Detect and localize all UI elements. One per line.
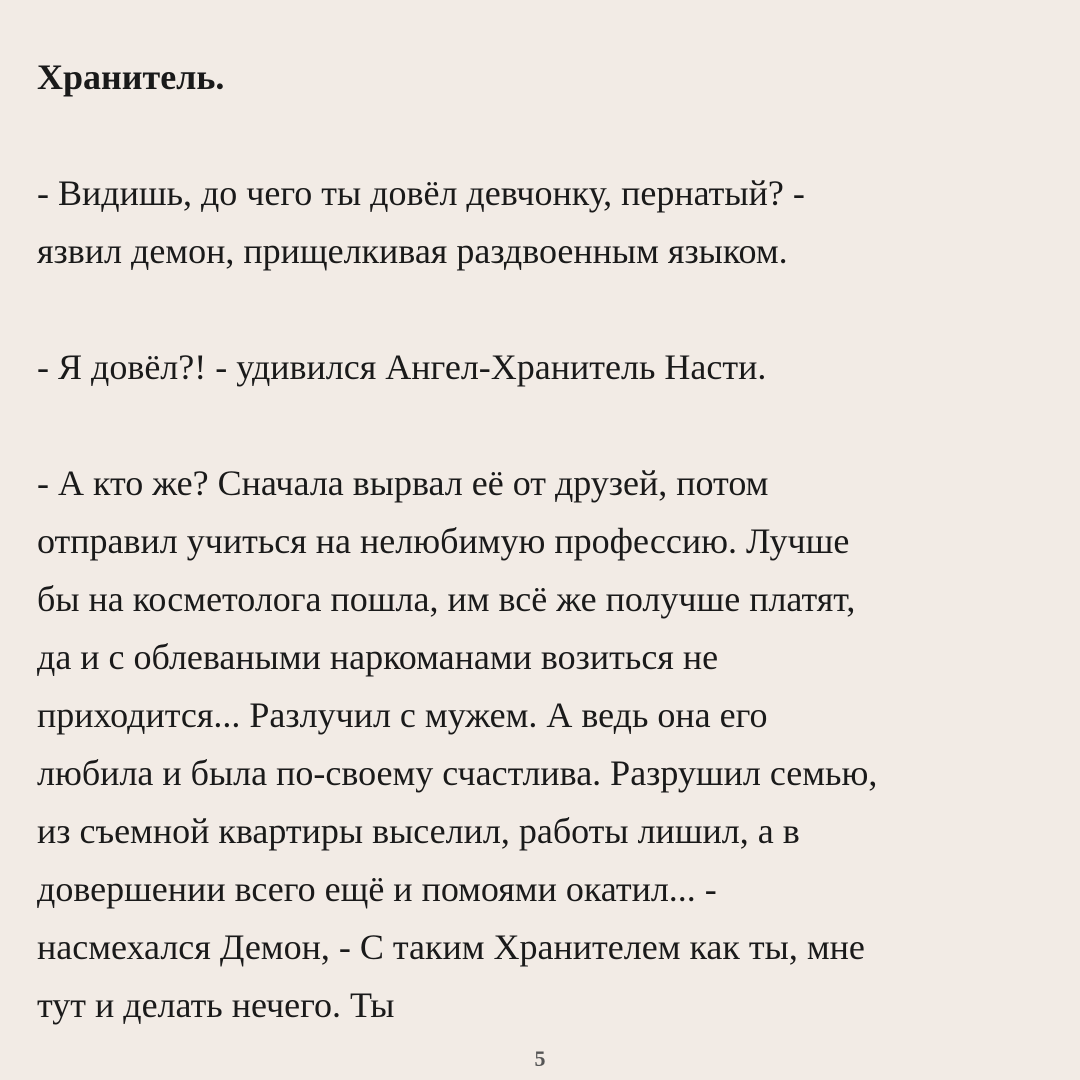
text-line: приходится... Разлучил с мужем. А ведь она его	[37, 695, 768, 735]
paragraph-3	[37, 454, 1057, 1034]
text-line: - Видишь, до чего ты довёл девчонку, пернатый? -	[37, 173, 805, 213]
text-line: тут и делать нечего. Ты	[37, 985, 395, 1025]
story-title: Хранитель.	[37, 57, 225, 97]
paragraph-2	[37, 338, 1057, 396]
spacer	[37, 280, 1057, 338]
text-line: - Я довёл?! - удивился Ангел-Хранитель Насти.	[37, 347, 767, 387]
text-line: из съемной квартиры выселил, работы лишил, а в	[37, 811, 800, 851]
text-line: язвил демон, прищелкивая раздвоенным языком.	[37, 231, 788, 271]
text-line: бы на косметолога пошла, им всё же получше платят,	[37, 579, 856, 619]
text-line: - А кто же? Сначала вырвал её от друзей, потом	[37, 463, 769, 503]
spacer	[37, 106, 1057, 164]
text-line: насмехался Демон, - С таким Хранителем как ты, мне	[37, 927, 865, 967]
spacer	[37, 396, 1057, 454]
text-line: да и с облеваными наркоманами возиться не	[37, 637, 719, 677]
text-line: довершении всего ещё и помоями окатил... -	[37, 869, 717, 909]
document-page	[37, 48, 1057, 1034]
text-line: отправил учиться на нелюбимую профессию. Лучше	[37, 521, 850, 561]
text-line: любила и была по-своему счастлива. Разрушил семью,	[37, 753, 878, 793]
paragraph-1	[37, 164, 1057, 280]
page-number: 5	[534, 1046, 546, 1071]
